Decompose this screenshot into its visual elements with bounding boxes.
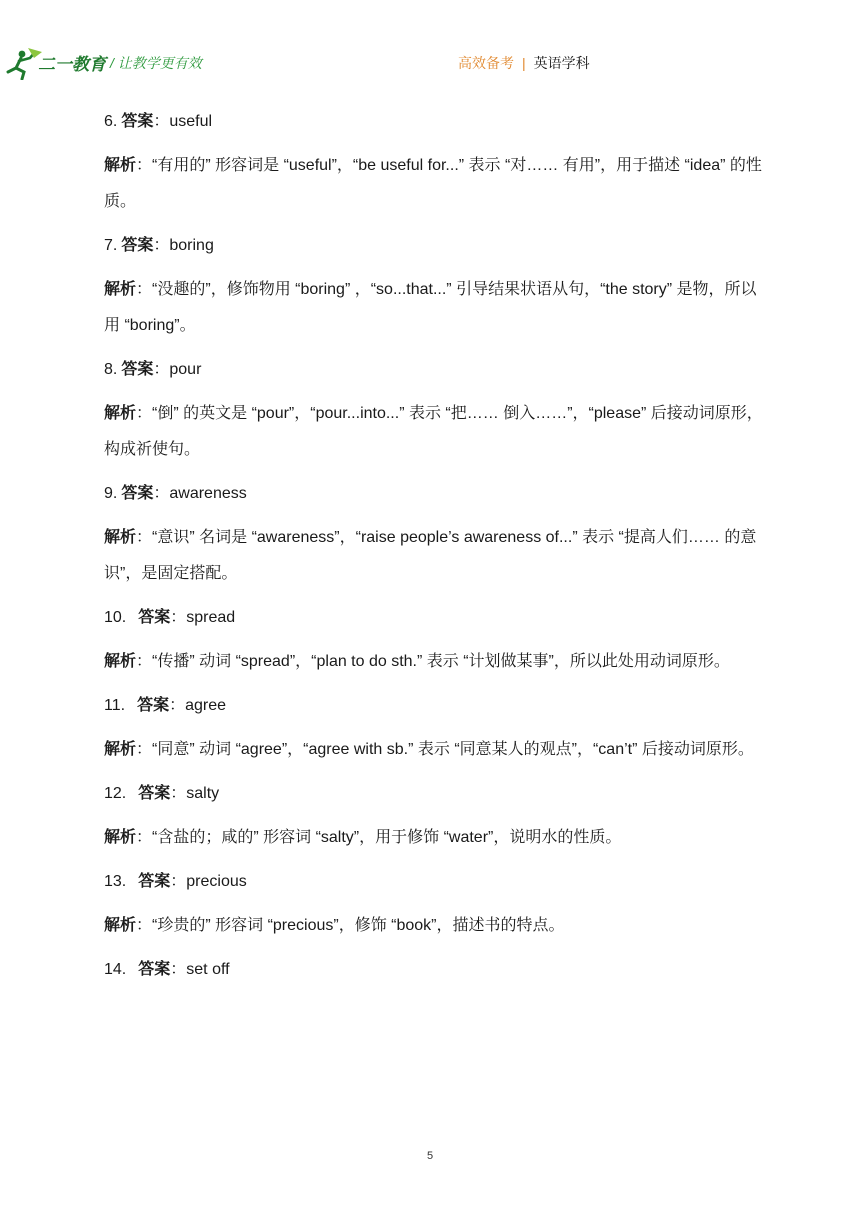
explanation	[104, 644, 764, 680]
page-number: 5	[426, 1150, 434, 1162]
explanation-text: “传播” 动词 “spread”，“plan to do sth.” 表示 “计划做某事”，所以此处用动词原形。	[152, 653, 730, 670]
explanation-label: 解析	[104, 405, 137, 422]
question-number: 10.	[104, 609, 127, 626]
answer-value: spread	[186, 609, 236, 626]
header-right	[458, 53, 590, 73]
colon: ：	[136, 741, 153, 758]
explanation-label: 解析	[104, 529, 137, 546]
question-line	[104, 952, 764, 988]
answer-value: pour	[169, 361, 202, 378]
question-line	[104, 776, 764, 812]
answer-item	[104, 952, 764, 988]
header-tag-exam: 高效备考	[458, 55, 514, 71]
answer-value: precious	[186, 873, 247, 890]
colon: ：	[136, 529, 153, 546]
logo	[4, 46, 122, 80]
answer-label: 答案	[138, 961, 171, 978]
explanation	[104, 908, 764, 944]
colon: ：	[136, 653, 153, 670]
colon: ：	[170, 609, 187, 626]
explanation-label: 解析	[104, 917, 137, 934]
answer-item	[104, 776, 764, 856]
answer-label: 答案	[121, 113, 154, 130]
header-subject: 英语学科	[533, 55, 590, 71]
explanation-text: “珍贵的” 形容词 “precious”，修饰 “book”，描述书的特点。	[152, 917, 565, 934]
page-header	[0, 0, 860, 90]
answer-value: salty	[186, 785, 220, 802]
explanation-label: 解析	[104, 157, 137, 174]
explanation-label: 解析	[104, 741, 137, 758]
question-number: 14.	[104, 961, 127, 978]
answer-value: useful	[169, 113, 213, 130]
answer-item	[104, 476, 764, 592]
question-number: 6.	[104, 113, 118, 130]
answer-label: 答案	[138, 609, 171, 626]
answer-item	[104, 864, 764, 944]
answer-label: 答案	[138, 873, 171, 890]
answer-label: 答案	[137, 697, 170, 714]
question-number: 7.	[104, 237, 118, 254]
explanation	[104, 148, 764, 220]
colon: ：	[169, 697, 186, 714]
answer-item	[104, 688, 764, 768]
runner-icon	[8, 48, 42, 79]
header-separator: |	[522, 55, 526, 71]
answer-label: 答案	[121, 485, 154, 502]
question-number: 11.	[104, 697, 126, 714]
question-number: 8.	[104, 361, 118, 378]
question-line	[104, 476, 764, 512]
logo-text: 二一教育	[38, 55, 106, 75]
explanation-label: 解析	[104, 281, 137, 298]
answer-value: agree	[185, 697, 227, 714]
question-number: 13.	[104, 873, 127, 890]
colon: ：	[153, 361, 170, 378]
slogan: / 让教学更有效	[110, 55, 202, 71]
explanation	[104, 820, 764, 856]
colon: ：	[170, 961, 187, 978]
colon: ：	[170, 873, 187, 890]
colon: ：	[153, 113, 170, 130]
explanation-text: “意识” 名词是 “awareness”，“raise people’s awareness of...” 表示 “提高人们…… 的意识”，是固定搭配。	[104, 529, 757, 582]
answer-item	[104, 352, 764, 468]
answer-item	[104, 104, 764, 220]
answer-label: 答案	[121, 361, 154, 378]
answer-label: 答案	[138, 785, 171, 802]
explanation-text: “有用的” 形容词是 “useful”，“be useful for...” 表示 “对…… 有用”，用于描述 “idea” 的性质。	[104, 157, 762, 210]
explanation-text: “同意” 动词 “agree”，“agree with sb.” 表示 “同意某人的观点”，“can’t” 后接动词原形。	[152, 741, 754, 758]
colon: ：	[153, 485, 170, 502]
answer-value: set off	[186, 961, 230, 978]
question-line	[104, 600, 764, 636]
explanation	[104, 396, 764, 468]
question-line	[104, 688, 764, 724]
answer-value: boring	[169, 237, 214, 254]
question-number: 12.	[104, 785, 127, 802]
explanation-text: “含盐的；咸的” 形容词 “salty”，用于修饰 “water”，说明水的性质。	[152, 829, 622, 846]
answer-list	[104, 104, 764, 996]
explanation-text: “没趣的”，修饰物用 “boring” ，“so...that...” 引导结果状语从句，“the story” 是物，所以用 “boring”。	[104, 281, 757, 334]
question-line	[104, 228, 764, 264]
question-line	[104, 352, 764, 388]
answer-label: 答案	[121, 237, 154, 254]
explanation-label: 解析	[104, 653, 137, 670]
answer-item	[104, 228, 764, 344]
explanation	[104, 732, 764, 768]
colon: ：	[170, 785, 187, 802]
colon: ：	[136, 281, 153, 298]
question-line	[104, 864, 764, 900]
question-number: 9.	[104, 485, 118, 502]
colon: ：	[136, 157, 153, 174]
explanation	[104, 520, 764, 592]
explanation-label: 解析	[104, 829, 137, 846]
colon: ：	[153, 237, 170, 254]
explanation-text: “倒” 的英文是 “pour”，“pour...into...” 表示 “把…… 倒入……”，“please” 后接动词原形，构成祈使句。	[104, 405, 763, 458]
answer-item	[104, 600, 764, 680]
colon: ：	[136, 917, 153, 934]
answer-value: awareness	[169, 485, 247, 502]
question-line	[104, 104, 764, 140]
colon: ：	[136, 405, 153, 422]
explanation	[104, 272, 764, 344]
colon: ：	[136, 829, 153, 846]
